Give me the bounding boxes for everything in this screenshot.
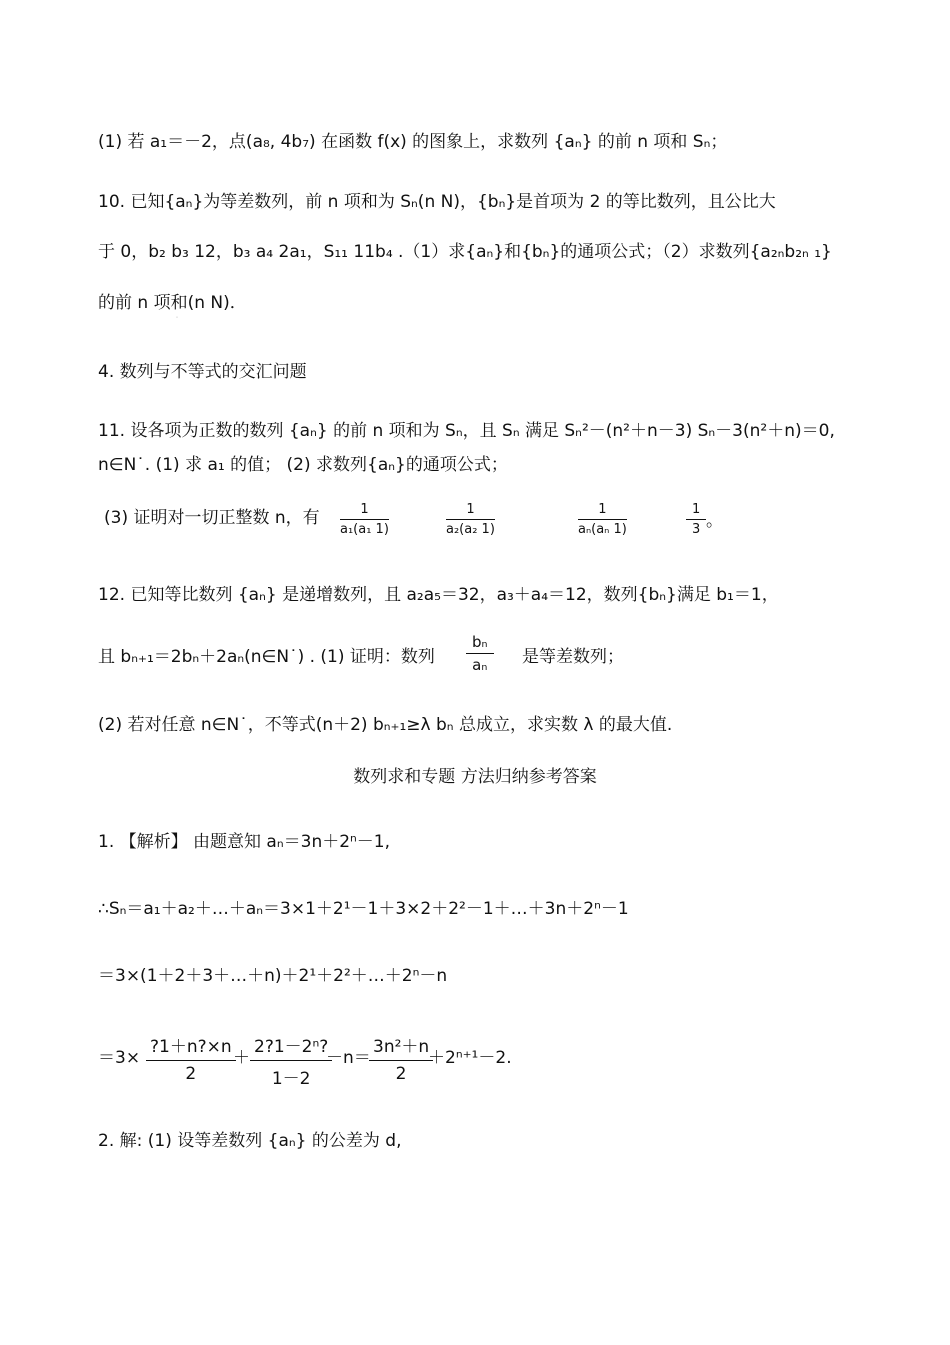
- fraction-denominator: 1－2: [271, 1069, 311, 1089]
- problem-12-line1: 12. 已知等比数列 {aₙ} 是递增数列，且 a₂a₅＝32，a₃＋a₄＝12，数列{bₙ}满足 b₁＝1，: [98, 585, 779, 605]
- problem-10-line2: 于 0，b₂ b₃ 12，b₃ a₄ 2a₁，S₁₁ 11b₄ .（1）求{aₙ}和{bₙ}的通项公式；（2）求数列{a₂ₙb₂ₙ ₁}: [98, 242, 832, 262]
- problem-12-part2: (2) 若对任意 n∈N˙，不等式(n＋2) bₙ₊₁≥λ bₙ 总成立，求实数 λ 的最大值.: [98, 715, 673, 735]
- answer-1-line1: 1. 【解析】 由题意知 aₙ＝3n＋2ⁿ－1,: [98, 832, 391, 852]
- fraction-term-n: [578, 502, 627, 537]
- problem-11-part3: (3) 证明对一切正整数 n，有: [104, 508, 320, 528]
- fraction-numerator: bₙ: [466, 633, 494, 654]
- answer-1-line3: ＝3×(1＋2＋3＋…＋n)＋2¹＋2²＋…＋2ⁿ－n: [98, 966, 448, 986]
- problem-11-line1: 11. 设各项为正数的数列 {aₙ} 的前 n 项和为 Sₙ，且 Sₙ 满足 Sₙ²－(n²＋n－3) Sₙ－3(n²＋n)＝0,: [98, 421, 835, 441]
- sum-fraction-1: [146, 1032, 236, 1084]
- sum-fraction-2: [250, 1032, 332, 1089]
- problem-12-line2-end: 是等差数列；: [522, 647, 624, 667]
- fraction-numerator: ?1＋n?×n: [146, 1032, 236, 1061]
- fraction-numerator: 2?1－2ⁿ?: [250, 1032, 332, 1061]
- minus-n: －n＝: [326, 1048, 371, 1068]
- answer-1-line4-start: ＝3×: [98, 1048, 141, 1068]
- plus-sign: ＋: [233, 1048, 250, 1068]
- end-mark: 。: [706, 511, 723, 531]
- fraction-denominator: a₂(a₂ 1): [446, 522, 495, 537]
- fraction-denominator: a₁(a₁ 1): [340, 522, 389, 537]
- answer-2-line1: 2. 解: (1) 设等差数列 {aₙ} 的公差为 d,: [98, 1131, 402, 1151]
- problem-12-line2: 且 bₙ₊₁＝2bₙ＋2aₙ(n∈N˙) . (1) 证明：数列: [98, 647, 435, 667]
- fraction-numerator: 3n²＋n: [369, 1032, 433, 1061]
- fraction-numerator: 1: [446, 502, 495, 520]
- fraction-denominator: 2: [185, 1064, 197, 1084]
- answer-heading: 数列求和专题 方法归纳参考答案: [353, 767, 597, 787]
- problem-11-line2: n∈N˙. (1) 求 a₁ 的值； (2) 求数列{aₙ}的通项公式；: [98, 455, 508, 475]
- fraction-denominator: 3: [692, 522, 701, 537]
- fraction-term-2: [446, 502, 495, 537]
- section-heading: 4. 数列与不等式的交汇问题: [98, 362, 307, 382]
- fraction-denominator: aₙ: [472, 656, 488, 674]
- answer-1-line2: ∴Sₙ＝a₁＋a₂＋…＋aₙ＝3×1＋2¹－1＋3×2＋2²－1＋…＋3n＋2ⁿ－1: [98, 899, 629, 919]
- fraction-numerator: 1: [578, 502, 627, 520]
- fraction-denominator: aₙ(aₙ 1): [578, 522, 627, 537]
- fraction-denominator: 2: [395, 1064, 407, 1084]
- dot-mark: ˙: [175, 316, 179, 325]
- problem-10-line3: 的前 n 项和(n N)．: [98, 293, 247, 313]
- fraction-term-1: [340, 502, 389, 537]
- sum-fraction-3: [369, 1032, 433, 1084]
- problem-10-line1: 10. 已知{aₙ}为等差数列，前 n 项和为 Sₙ(n N)，{bₙ}是首项为 2 的等比数列，且公比大: [98, 192, 776, 212]
- fraction-bn-over-an: [466, 633, 494, 674]
- fraction-numerator: 1: [340, 502, 389, 520]
- problem-9-part1: (1) 若 a₁＝－2，点(a₈, 4b₇) 在函数 f(x) 的图象上，求数列 {aₙ} 的前 n 项和 Sₙ；: [98, 132, 728, 152]
- fraction-one-third: [686, 502, 706, 537]
- fraction-numerator: 1: [686, 502, 706, 520]
- answer-1-line4-end: ＋2ⁿ⁺¹－2.: [428, 1048, 512, 1068]
